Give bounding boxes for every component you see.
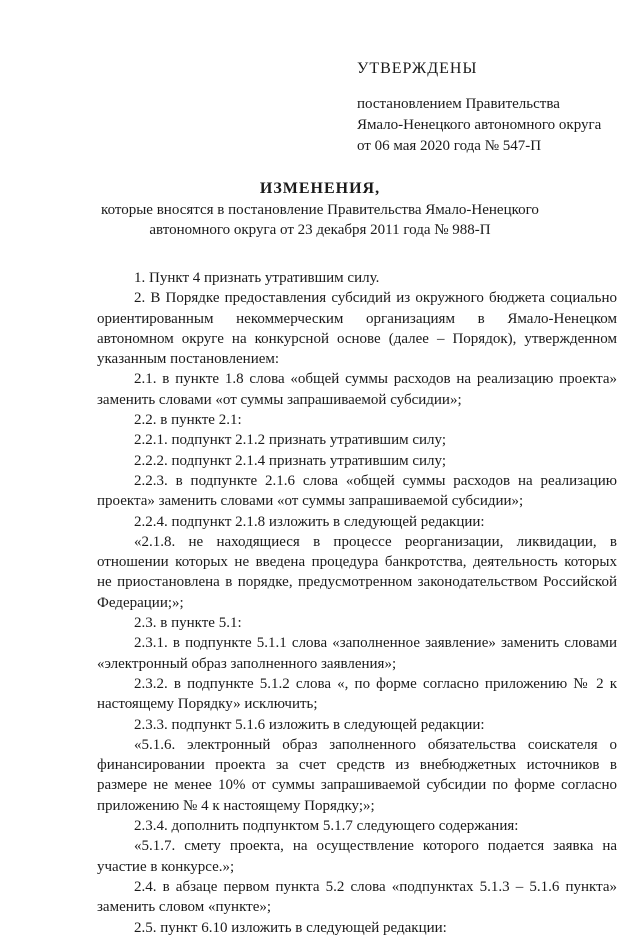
- paragraph-line: размере не менее 10% от суммы запрашиваемой субсидии по форме согласно: [97, 777, 617, 794]
- paragraph-line: приложению № 4 к настоящему Порядку;»;: [97, 797, 375, 814]
- paragraph-line: финансировании проекта за счет средств из внебюджетных источников в: [97, 757, 617, 774]
- approval-line: постановлением Правительства: [357, 96, 560, 112]
- paragraph-line: отношении которых не введена процедура банкротства, деятельность которых: [97, 554, 617, 571]
- paragraph-line: 2.3. в пункте 5.1:: [134, 615, 242, 632]
- paragraph-line: 1. Пункт 4 признать утратившим силу.: [134, 270, 380, 286]
- document-title: ИЗМЕНЕНИЯ,: [259, 180, 381, 197]
- paragraph-line: «электронный образ заполненного заявления»;: [97, 655, 397, 672]
- paragraph-line: настоящему Порядку» исключить;: [97, 696, 318, 713]
- approval-title: УТВЕРЖДЕНЫ: [357, 60, 478, 77]
- paragraph-line: «2.1.8. не находящиеся в процессе реорганизации, ликвидации, в: [134, 533, 617, 550]
- paragraph-line: 2.2.3. в подпункте 2.1.6 слова «общей суммы расходов на реализацию: [134, 472, 617, 489]
- paragraph-line: 2.3.2. в подпункте 5.1.2 слова «, по форме согласно приложению № 2 к: [134, 675, 617, 692]
- paragraph-line: 2.5. пункт 6.10 изложить в следующей редакции:: [134, 919, 447, 936]
- document-subtitle-line: автономного округа от 23 декабря 2011 года № 988-П: [149, 222, 491, 238]
- paragraph-line: ориентированным некоммерческим организациям в Ямало-Ненецком: [97, 310, 617, 327]
- paragraph-line: заменить словами «от суммы запрашиваемой субсидии»;: [97, 391, 462, 408]
- paragraph-line: 2.2.4. подпункт 2.1.8 изложить в следующей редакции:: [134, 513, 485, 530]
- paragraph-line: 2.2.2. подпункт 2.1.4 признать утратившим силу;: [134, 452, 446, 469]
- paragraph-line: 2.3.4. дополнить подпунктом 5.1.7 следующего содержания:: [134, 818, 519, 835]
- paragraph-line: не приостановлена в порядке, предусмотренном законодательством Российской: [97, 574, 617, 591]
- paragraph-line: 2.2. в пункте 2.1:: [134, 412, 242, 429]
- paragraph-line: Федерации;»;: [97, 594, 184, 611]
- paragraph-line: 2.1. в пункте 1.8 слова «общей суммы расходов на реализацию проекта»: [134, 371, 617, 388]
- approval-block: [357, 94, 601, 157]
- document-subtitle-line: которые вносятся в постановление Правительства Ямало-Ненецкого: [101, 202, 539, 218]
- approval-line: Ямало-Ненецкого автономного округа: [357, 117, 602, 133]
- document-heading: [0, 180, 640, 240]
- paragraph-line: автономном округе на конкурсной основе (далее – Порядок), утвержденном: [97, 330, 617, 347]
- paragraph-line: участие в конкурсе.»;: [97, 858, 235, 875]
- paragraph-line: 2.4. в абзаце первом пункта 5.2 слова «подпунктах 5.1.3 – 5.1.6 пункта»: [134, 878, 617, 895]
- paragraph-line: указанным постановлением:: [97, 351, 280, 368]
- paragraph-line: 2.3.3. подпункт 5.1.6 изложить в следующей редакции:: [134, 716, 485, 733]
- paragraph-line: 2.2.1. подпункт 2.1.2 признать утратившим силу;: [134, 432, 446, 449]
- paragraph-line: 2. В Порядке предоставления субсидий из окружного бюджета социально: [134, 290, 617, 307]
- document-body: [97, 268, 617, 938]
- paragraph-line: проекта» заменить словами «от суммы запрашиваемой субсидии»;: [97, 493, 524, 510]
- paragraph-line: 2.3.1. в подпункте 5.1.1 слова «заполненное заявление» заменить словами: [134, 635, 617, 652]
- paragraph-line: заменить словом «пункте»;: [97, 899, 272, 916]
- paragraph-line: «5.1.6. электронный образ заполненного обязательства соискателя о: [134, 736, 617, 753]
- approval-line: от 06 мая 2020 года № 547-П: [357, 138, 542, 154]
- paragraph-line: «5.1.7. смету проекта, на осуществление которого подается заявка на: [134, 838, 617, 855]
